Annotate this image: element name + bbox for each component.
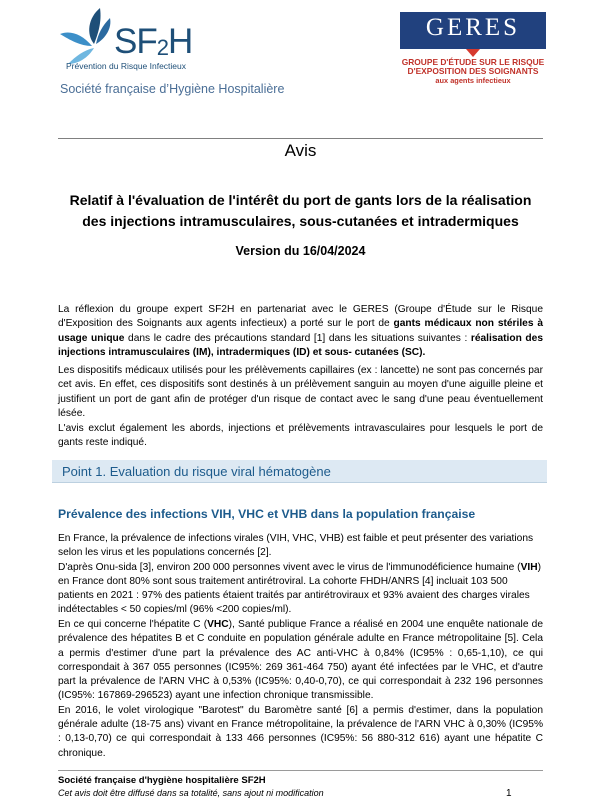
section-heading: Point 1. Evaluation du risque viral hématogène (62, 464, 331, 479)
page-number: 1 (506, 788, 512, 799)
societe-title: Société française d’Hygiène Hospitalière (60, 82, 285, 96)
sf2h-wordmark: $SF_2H$ (114, 22, 193, 61)
subsection-heading: Prévalence des infections VIH, VHC et VHB dans la population française (58, 507, 476, 521)
prevalence-paragraph-hcv: En ce qui concerne l'hépatite C (VHC), Santé publique France a réalisé en 2004 une enquête nationale de prévalence des hépatites B et C conduite en population générale adulte en France métropolitaine [5]. Cela a permis d'estimer d'une part la prévalence des AC anti-VHC à 0,84% (IC95% : 0,65-1,10), ce qui correspondait à 367 055 personnes (IC95%: 269 361-464 750) ayant été infectées par le VHC, et d'autre part la prévalence de l'ARN VHC à 0,53% (IC95%: 0,40-0,70), ce qui correspondait à 232 196 personnes (IC95%: 167869-296523) ayant une infection chronique transmissible. En 2016, le volet virologique "Barotest" du Baromètre santé [6] a permis d'estimer, dans la population générale adulte (18-75 ans) vivant en France métropolitaine, la prévalence de l'ARN VHC à 0,30% (IC95% : 0,13-0,70) ce qui correspondait à 133 466 personnes (IC95%: 56 880-312 616) ayant une hépatite C chronique. (58, 619, 544, 759)
intro-paragraph-2: Les dispositifs médicaux utilisés pour les prélèvements capillaires (ex : lancette) ne sont pas concernés par cet avis. En effet, ces dispositifs sont destinés à un prélèvement sanguin au moyen d'une aiguille pleine et justifient un port de gant afin de protéger d'un risque de contact avec le sang d'une peau éventuellement lésée. (58, 365, 543, 419)
sf2h-tagline: Prévention du Risque Infectieux (66, 61, 187, 71)
document-type: Avis (284, 141, 317, 160)
subject-line-2: des injections intramusculaires, sous-cutanées et intradermiques (82, 213, 519, 229)
footer-note: Cet avis doit être diffusé dans sa totalité, sans ajout ni modification (58, 788, 324, 798)
geres-line3: aux agents infectieux (435, 76, 511, 85)
geres-triangle-icon (466, 49, 480, 57)
footer-rule (58, 770, 543, 771)
title-rule (58, 138, 543, 139)
geres-line1: GROUPE D'ÉTUDE SUR LE RISQUE (401, 57, 545, 67)
intro-paragraph-3: L'avis exclut également les abords, injections et prélèvements intravasculaires pour lesquels le port de gants reste indiqué. (58, 423, 543, 449)
geres-line2: D'EXPOSITION DES SOIGNANTS (407, 66, 539, 76)
intro-paragraph-1: La réflexion du groupe expert SF2H en partenariat avec le GERES (Groupe d'Étude sur le Risque d'Exposition des Soignants aux agents infectieux) a porté sur le port de gants médicaux non stériles à usage unique dans le cadre des précautions standard [1] dans les situations suivantes : réalisation des injections intramusculaires (IM), intradermiques (ID) et sous- cutanées (SC). (58, 304, 543, 358)
prevalence-paragraph-hiv: En France, la prévalence de infections virales (VIH, VHC, VHB) est faible et peut présenter des variations selon les virus et les populations concernés [2]. D'après Onu-sida [3], environ 200 000 personnes vivent avec le virus de l'immunodéficience humaine (VIH) en France dont 80% sont sous traitement antirétroviral. La cohorte FHDH/ANRS [4] incluait 103 500 patients en 2021 : 97% des patients étaient traités par antirétroviraux et 93% avaient des charges virales indétectables < 50 copies/ml (96% <200 copies/ml). (58, 533, 541, 616)
document-version: Version du 16/04/2024 (235, 244, 366, 258)
footer-organization: Société française d'hygiène hospitalière SF2H (58, 775, 266, 786)
section-heading-underline (52, 482, 547, 483)
document-subject (58, 190, 543, 232)
geres-wordmark: GERES (425, 14, 521, 41)
subject-line-1: Relatif à l'évaluation de l'intérêt du port de gants lors de la réalisation (69, 192, 532, 208)
geres-subtitle (398, 58, 548, 85)
